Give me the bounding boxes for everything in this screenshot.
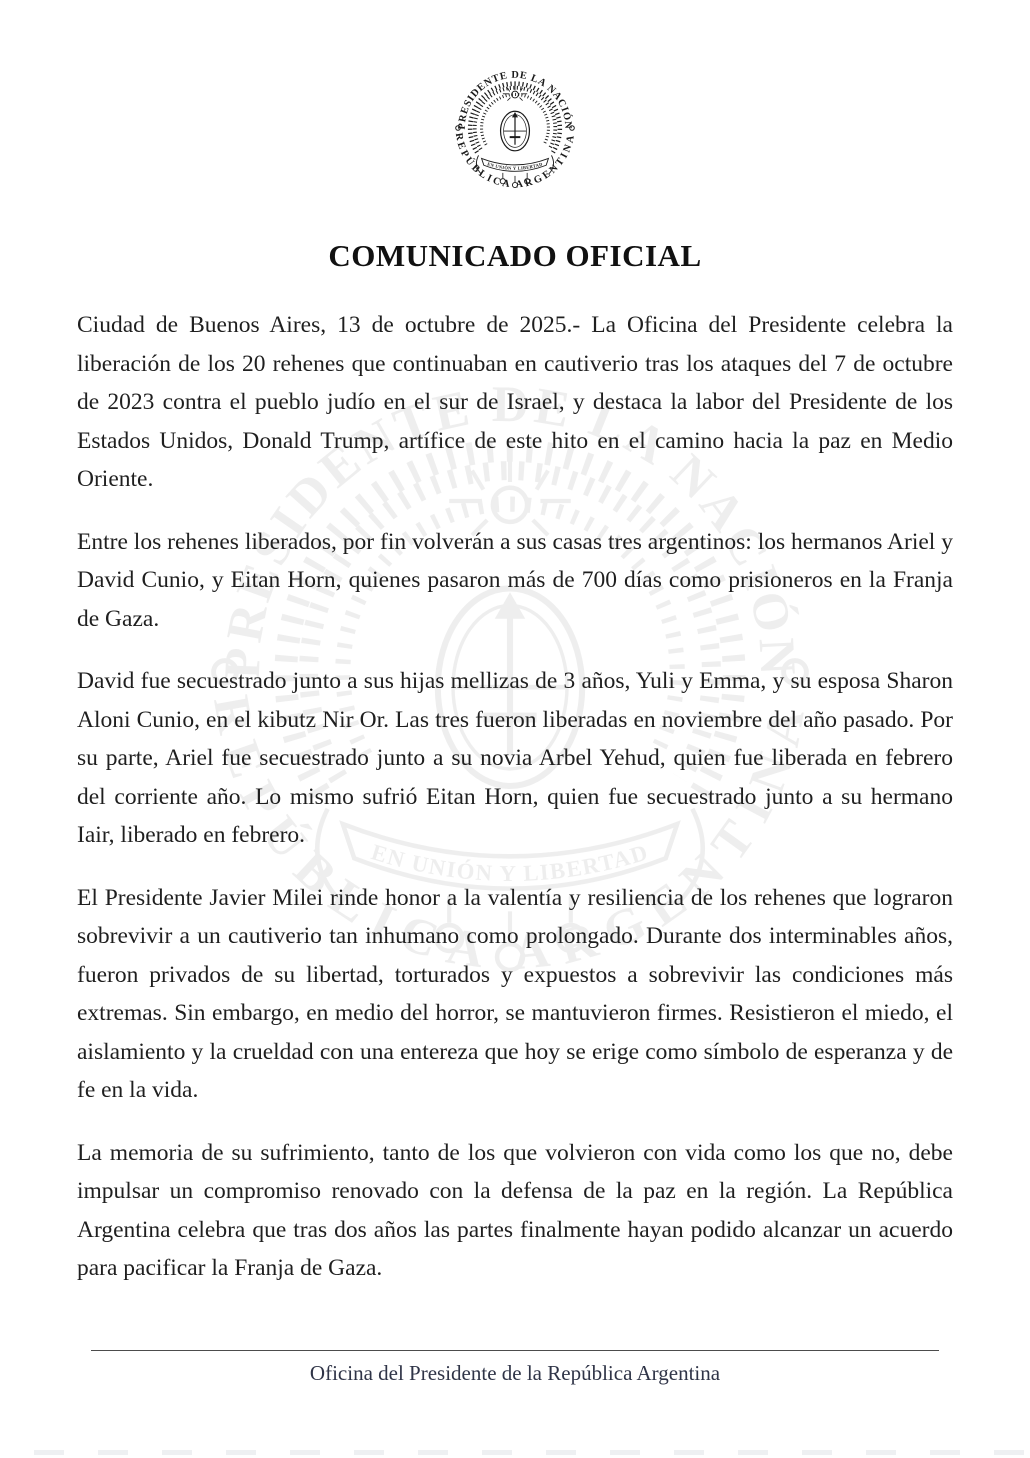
footer-divider [91,1350,939,1351]
page-title: COMUNICADO OFICIAL [328,238,702,273]
presidential-seal-icon [439,52,591,204]
bottom-dashed-border [0,1450,1030,1455]
footer [0,1350,1030,1386]
footer-office-label: Oficina del Presidente de la República Argentina [309,1361,721,1385]
document-body [0,306,1030,1288]
paragraph-2: Entre los rehenes liberados, por fin volverán a sus casas tres argentinos: los hermanos Ariel y David Cunio, y Eitan Horn, quienes pasaron más de 700 días como prisioneros en la Franja de Gaza. [77,528,953,632]
paragraph-1: Ciudad de Buenos Aires, 13 de octubre de 2025.- La Oficina del Presidente celebra la liberación de los 20 rehenes que continuaban en cautiverio tras los ataques del 7 de octubre de 2023 contra el pueblo judío en el sur de Israel, y destaca la labor del Presidente de los Estados Unidos, Donald Trump, artífice de este hito en el camino hacia la paz en Medio Oriente. [77,312,953,492]
header [0,0,1030,204]
paragraph-5: La memoria de su sufrimiento, tanto de los que volvieron con vida como los que no, debe impulsar un compromiso renovado con la defensa de la paz en la región. La República Argentina celebra que tras dos años las partes finalmente hayan podido alcanzar un acuerdo para pacificar la Franja de Gaza. [77,1139,953,1281]
paragraph-4: El Presidente Javier Milei rinde honor a la valentía y resiliencia de los rehenes que lograron sobrevivir a un cautiverio tan inhumano como prolongado. Durante dos interminables años, fueron privados de su libertad, torturados y expuestos a sobrevivir las condiciones más extremas. Sin embargo, en medio del horror, se mantuvieron firmes. Resistieron el miedo, el aislamiento y la crueldad con una entereza que hoy se erige como símbolo de esperanza y de fe en la vida. [77,884,953,1103]
paragraph-3: David fue secuestrado junto a sus hijas mellizas de 3 años, Yuli y Emma, y su esposa Sharon Aloni Cunio, en el kibutz Nir Or. Las tres fueron liberadas en noviembre del año pasado. Por su parte, Ariel fue secuestrado junto a su novia Arbel Yehud, quien fue liberada en febrero del corriente año. Lo mismo sufrió Eitan Horn, quien fue secuestrado junto a su hermano Iair, liberado en febrero. [77,668,953,848]
